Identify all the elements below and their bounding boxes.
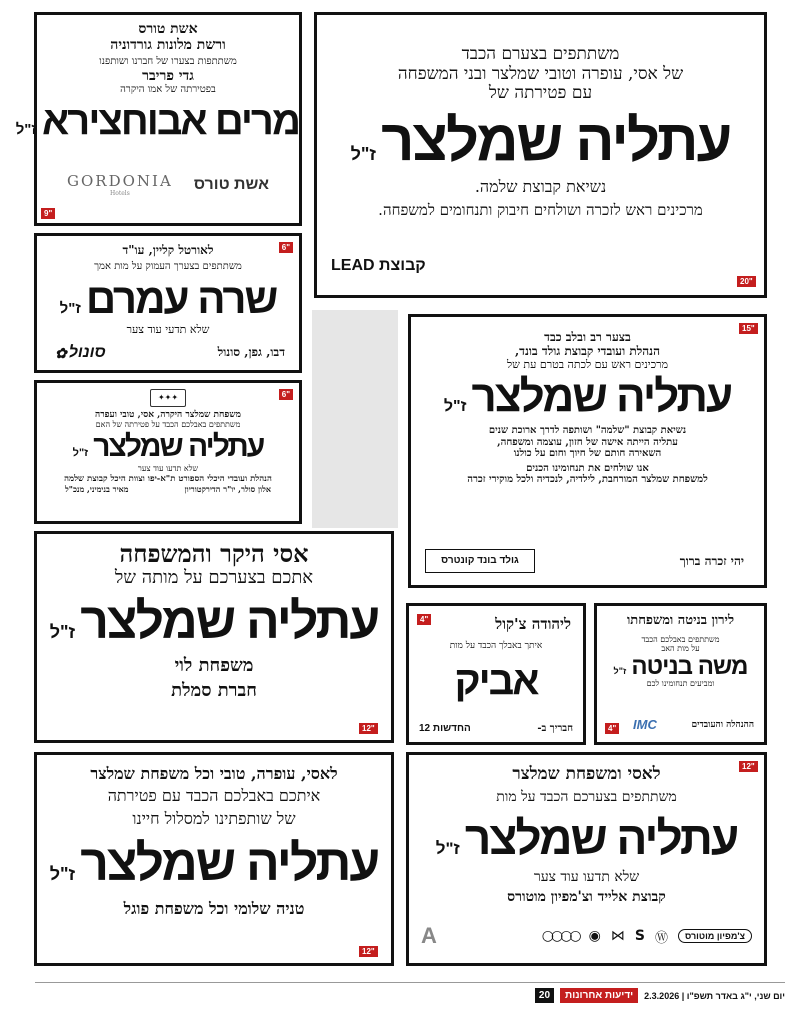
ad-fogel: [34, 752, 394, 966]
deceased-name: אביק: [454, 658, 538, 703]
ad-line: דבו, גפן, סונול: [217, 345, 285, 359]
ad-line: מאיר בנימיני, מנכ"ל: [65, 484, 129, 495]
zl-suffix: ז"ל: [15, 121, 37, 139]
page-number: 20: [535, 988, 554, 1003]
ad-line: בצער רב ובלב כבד: [544, 330, 631, 344]
imc-logo: IMC: [633, 717, 657, 732]
channel-12-logo: החדשות 12: [419, 723, 471, 734]
size-badge: 12": [359, 946, 378, 957]
champion-motors-logo: צ'מפיון מוטורס: [678, 929, 752, 943]
ad-line: אסי היקר והמשפחה: [119, 539, 309, 568]
ad-line: על מות האב: [661, 644, 700, 654]
ad-line: עתליה הייתה אישה של חזון, עוצמה ומשפחה,: [497, 436, 678, 448]
deceased-name: עתליה שמלצר: [464, 811, 738, 864]
deceased-name: עתליה שמלצר: [381, 107, 731, 173]
ad-line: חבריך ב-: [537, 723, 573, 734]
ad-line: לאורטל קליין, עו"ד: [122, 243, 214, 257]
ad-aviv: [406, 603, 586, 745]
ad-line: למשפחת שמלצר המורחבת, לילדיה, לנכדיה ולכל מוקירי זכרה: [467, 474, 708, 486]
size-badge: 15": [739, 323, 758, 334]
ad-line: הנהלת ועובדי היכלי הספורט ת"א-יפו וצוות היכל קבוצת שלמה: [64, 473, 272, 484]
vw-logo-icon: Ⓦ: [654, 930, 668, 946]
deceased-name: עתליה שמלצר: [471, 372, 732, 422]
size-badge: 4": [417, 614, 431, 625]
ad-line: אנו שולחים את תנחומינו הכנים: [526, 462, 649, 474]
ad-line: ומביעים תנחומינו לכם: [646, 679, 715, 689]
ad-line: משפחת לוי: [174, 655, 254, 677]
ad-line: יהי זכרה ברוך: [679, 554, 744, 568]
deceased-name: משה בניטה: [631, 653, 748, 681]
ad-benita: [594, 603, 767, 745]
ad-line: של שותפתינו למסלול חיינו: [132, 808, 296, 828]
ad-line: שלא תדעי עוד צער: [126, 323, 210, 337]
gordonia-logo: GORDONIA Hotels: [67, 172, 173, 197]
goldbond-logo: גולד בונד קונטרס: [425, 549, 535, 573]
ad-line: אלון סולר, יו"ר הדירקטוריון: [184, 484, 271, 495]
zl-suffix: ז"ל: [443, 398, 467, 416]
allied-logo: A: [421, 923, 437, 948]
esht-tours-logo: אשת טורס: [193, 175, 269, 193]
ad-line: חברת סמלת: [171, 679, 257, 701]
ad-champion: [406, 752, 767, 966]
zl-suffix: ז"ל: [435, 838, 460, 858]
ad-goldbond: [408, 314, 767, 588]
ad-line: הנהלת ועובדי קבוצת גולד בונד,: [515, 343, 660, 358]
newspaper-name: ידיעות אחרונות: [560, 988, 638, 1003]
zl-suffix: ז"ל: [49, 622, 76, 643]
ad-lead: [314, 12, 767, 298]
ad-line: ההנהלה והעובדים: [691, 720, 754, 730]
ad-line: השאירה חותם של חיוך וחום על כולנו: [513, 448, 662, 460]
ad-line: איתכם באבלכם הכבד עם פטירתה: [107, 786, 321, 806]
ad-line: אשת טורס: [138, 21, 198, 37]
ad-line: של אסי, עופרה וטובי שמלצר ובני המשפחה: [397, 63, 684, 84]
size-badge: 6": [279, 242, 293, 253]
lead-logo: קבוצת LEAD: [331, 257, 426, 274]
ad-sonol: [34, 233, 302, 373]
ad-line: משתתפים בצערך העמוק על מות אמך: [94, 260, 242, 272]
zl-suffix: ז"ל: [350, 143, 377, 164]
size-badge: 12": [359, 723, 378, 734]
ad-line: לאסי, עופרה, טובי וכל משפחת שמלצר: [90, 764, 338, 783]
ad-line: משתתפים בצערכם הכבד על מות: [496, 788, 677, 805]
ad-line: לאסי ומשפחת שמלצר: [512, 764, 661, 784]
ad-line: מרכינים ראש עם לכתה בטרם עת של: [506, 357, 668, 371]
ad-line: בפטירתה של אמו היקרה: [120, 83, 216, 95]
skoda-logo-icon: ◉: [588, 928, 601, 944]
ad-line: לירון בניטה ומשפחתו: [626, 613, 735, 628]
ad-line: שלא תדעו עוד צער: [533, 868, 640, 885]
size-badge: 4": [605, 723, 619, 734]
size-badge: 20": [737, 276, 756, 287]
ad-line: טניה שלומי וכל משפחת פוגל: [123, 899, 305, 919]
zl-suffix: ז"ל: [59, 300, 81, 318]
deceased-name: עתליה שמלצר: [80, 835, 379, 892]
ad-line: משתתפים בצערם הכבד: [461, 44, 620, 64]
ad-levi: [34, 531, 394, 743]
city-emblem-icon: ✦✦✦: [150, 389, 186, 407]
ad-line: שלא תדעו עוד צער: [137, 463, 199, 473]
ad-line: ליהודה צ'קול: [495, 615, 571, 633]
seat-logo-icon: S: [634, 928, 645, 944]
cupra-logo-icon: ⋈: [610, 928, 625, 944]
ad-line: נשיאת קבוצת "שלמה" ושותפה לדרך ארוכת שנים: [488, 425, 687, 437]
page-footer: [35, 982, 785, 1012]
ad-line: מרכינים ראש לזכרה ושולחים חיבוק ותנחומים למשפחה.: [378, 201, 703, 220]
ad-gordonia: [15, 12, 302, 226]
sonol-logo: סונול ✿: [55, 344, 106, 361]
ad-line: עם פטירתה של: [488, 83, 593, 104]
ad-sports-halls: [34, 380, 302, 524]
blank-ad-space: [312, 310, 398, 528]
issue-date: יום שני, י"ג באדר תשפ"ו | 2.3.2026: [644, 990, 785, 1001]
deceased-name: עתליה שמלצר: [80, 593, 379, 650]
flower-icon: ✿: [55, 344, 67, 361]
ad-line: נשיאת קבוצת שלמה.: [474, 176, 607, 196]
zl-suffix: ז"ל: [49, 864, 76, 885]
deceased-name: עתליה שמלצר: [93, 429, 264, 463]
ad-line: משתתפים באבלכם הכבד על פטירתה של האם: [95, 420, 241, 430]
ad-line: גדי פריבר: [142, 67, 194, 84]
deceased-name: שרה עמרם: [85, 275, 277, 323]
audi-logo-icon: ○○○○: [541, 928, 579, 944]
ad-line: משפחת שמלצר היקרה, אסי, טובי ועפרה: [95, 410, 241, 420]
deceased-name: מרים אבוחצירא: [41, 99, 299, 144]
size-badge: 6": [279, 389, 293, 400]
ad-line: איתך באבלך הכבד על מות: [449, 641, 543, 652]
zl-suffix: ז"ל: [72, 446, 89, 459]
ad-line: קבוצת אלייד וצ'מפיון מוטורס: [507, 888, 666, 905]
ad-line: משתתפות בצערו של חברנו ושותפנו: [99, 56, 237, 68]
ad-line: ורשת מלונות גורדוניה: [110, 37, 226, 54]
ad-line: משתתפים באבלכם הכבד: [641, 634, 720, 644]
zl-suffix: ז"ל: [613, 666, 627, 677]
size-badge: 12": [739, 761, 758, 772]
ad-line: אתכם בצערכם על מותה של: [114, 566, 314, 588]
size-badge: 9": [41, 208, 55, 219]
